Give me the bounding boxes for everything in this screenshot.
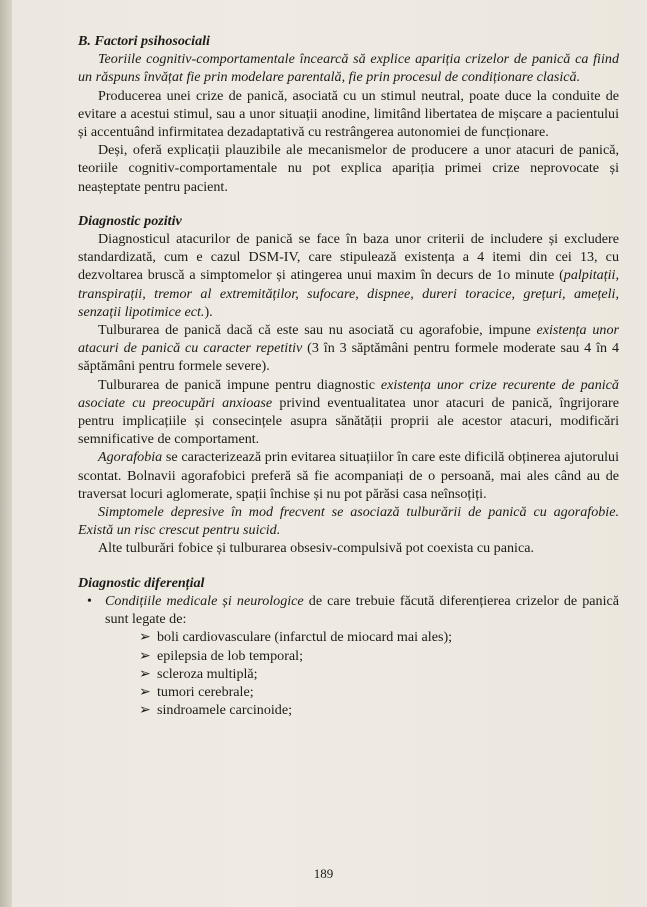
dsm-criteria-text: Diagnosticul atacurilor de panică se face în baza unor criterii de includere și excludere standardizată, cum e cazul DSM-IV, care stipulează existența a 4 itemi din cei 13, cu dezvoltarea bruscă a simptomelor și atingerea unui maxim în decurs de 1o minute (	[78, 231, 619, 284]
paragraph-limitations: Deși, oferă explicații plauzibile ale mecanismelor de producere a unor atacuri de panică, teoriile cognitiv-comportamentale nu pot explica apariția primei crize neprovocate și neașteptate pentru pacient.	[78, 142, 619, 195]
page-text	[78, 32, 619, 719]
arrow-bullet-icon: ➢	[139, 683, 151, 700]
agorafobia-term: Agorafobia	[98, 449, 163, 466]
arrow-bullet-icon: ➢	[139, 702, 151, 719]
recurrent-crises-emphasis: existența unor crize recurente de panică asociate cu preocupări anxioase	[78, 376, 619, 411]
association-text: Tulburarea de panică dacă că este sau nu asociată cu agorafobie, impune	[98, 322, 537, 339]
condition-text: boli cardiovasculare (infarctul de miocard mai ales);	[157, 629, 453, 646]
condition-text: sindroamele carcinoide;	[157, 702, 293, 719]
paragraph-agorafobia	[78, 448, 619, 503]
conditions-sublist	[78, 628, 619, 719]
medical-conditions-text: de care trebuie făcută diferențierea crizelor de panică sunt legate de:	[105, 592, 620, 628]
agorafobia-description: se caracterizează prin evitarea situațiilor în care este dificilă obținerea ajutorului scontat. Bolnavii agorafobici preferă să fie acompaniați de o persoană, mai ales când au de traversat locuri aglomerate, spații închise și nu pot părăsi casa neînsoțiți.	[78, 449, 619, 502]
frequency-text: (3 în 3 săptămâni pentru formele moderate sau 4 în 4 săptămâni pentru formele severe).	[78, 340, 619, 375]
recurrent-rest: privind eventualitatea unor atacuri de panică, îngrijorare pentru implicațiile și consecințele asupra sănătății proprii ale acestor atacuri, modificări semnificative de comportament.	[78, 394, 619, 448]
condition-text: epilepsia de lob temporal;	[157, 647, 303, 664]
heading-factori-psihosociali: B. Factori psihosociali	[78, 33, 210, 49]
differential-list	[78, 592, 619, 628]
medical-conditions-term: Condițiile medicale și neurologice	[105, 592, 304, 609]
list-item	[139, 665, 619, 683]
paragraph-avoidance: Producerea unei crize de panică, asociată cu un stimul neutral, poate duce la conduite de evitare a acestui stimul, sau a unor situații anodine, limitând libertatea de mișcare a pacientului și accentuând infirmitatea dezadaptativă cu restrângerea autonomiei de funcționare.	[78, 87, 619, 141]
condition-text: tumori cerebrale;	[157, 683, 254, 700]
arrow-bullet-icon: ➢	[139, 629, 151, 646]
recurrent-intro: Tulburarea de panică impune pentru diagnostic	[98, 376, 381, 393]
paragraph-dsm-criteria	[78, 230, 619, 321]
paragraph-agoraphobia-association	[78, 321, 619, 376]
symptom-list: palpitații, transpirații, tremor al extremităților, sufocare, dispnee, dureri toracice, grețuri, amețeli, senzații lipotimice ect.	[78, 267, 619, 320]
list-item	[139, 683, 619, 701]
arrow-bullet-icon: ➢	[139, 647, 151, 664]
heading-diagnostic-diferential: Diagnostic diferențial	[78, 574, 205, 591]
page-binding-shadow	[0, 0, 12, 907]
page-number: 189	[313, 866, 334, 881]
paragraph-depressive-symptoms: Simptomele depresive în mod frecvent se asociază tulburării de panică cu agorafobie. Există un risc crescut pentru suicid.	[78, 504, 619, 539]
paragraph-comorbidities: Alte tulburări fobice și tulburarea obsesiv-compulsivă pot coexista cu panica.	[98, 540, 534, 557]
heading-diagnostic-pozitiv: Diagnostic pozitiv	[78, 212, 182, 229]
bullet-medical-conditions	[78, 592, 619, 628]
list-item	[139, 628, 619, 646]
arrow-bullet-icon: ➢	[139, 665, 151, 682]
condition-text: scleroza multiplă;	[157, 665, 258, 682]
list-item	[139, 701, 619, 719]
paragraph-cognitive-theories: Teoriile cognitiv-comportamentale încearcă să explice apariția crizelor de panică ca fiind un răspuns învățat fie prin modelare parentală, fie prin procesul de condiționare clasică.	[78, 51, 619, 86]
paragraph-recurrent-crises	[78, 376, 619, 449]
dsm-criteria-end: ).	[204, 303, 213, 320]
list-item	[139, 647, 619, 665]
repetitive-attacks: existența unor atacuri de panică cu caracter repetitiv	[78, 322, 619, 357]
